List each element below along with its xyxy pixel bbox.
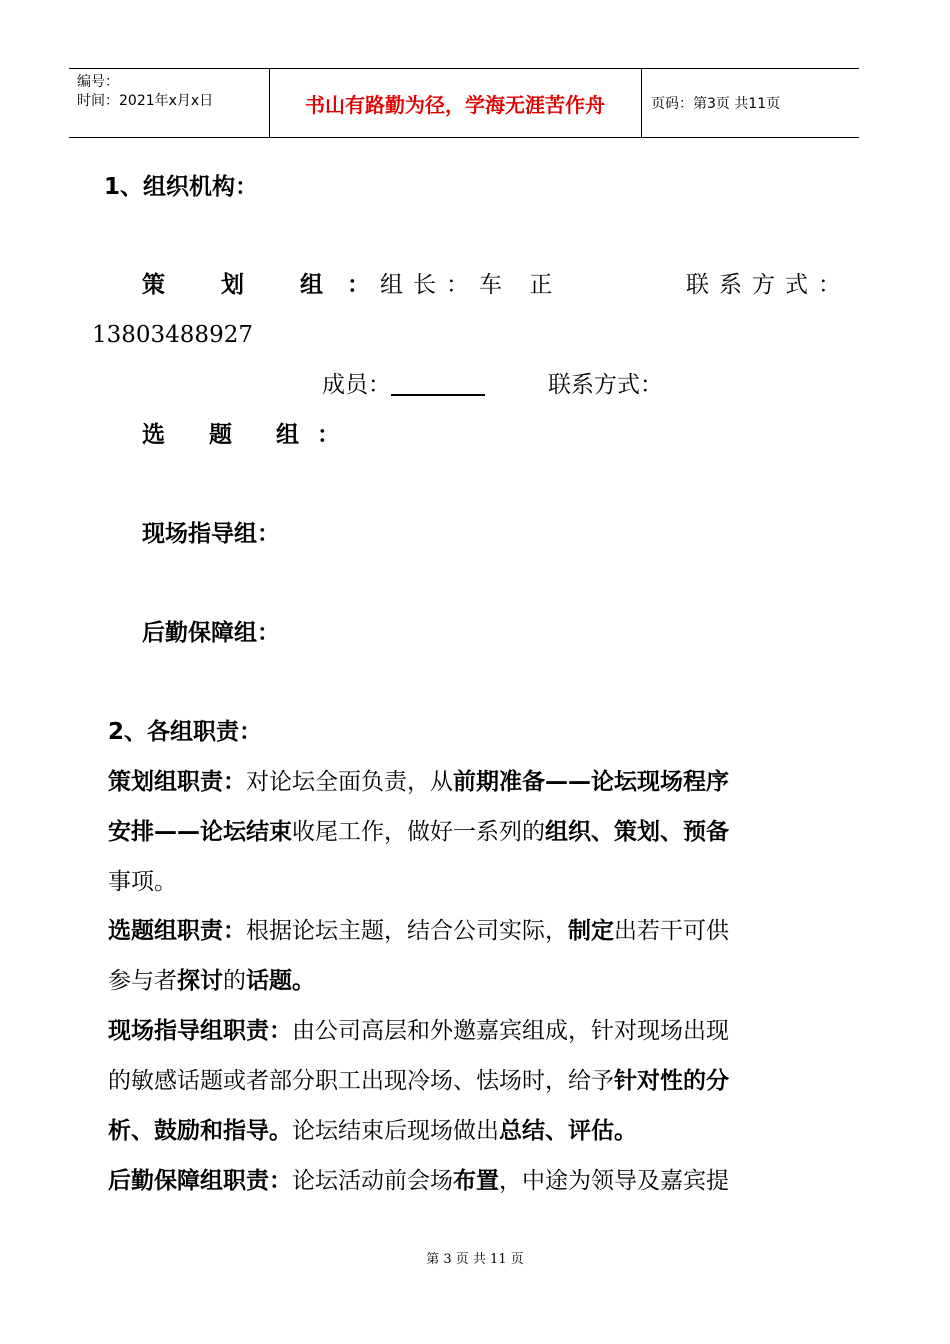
text-run: 参与者: [108, 968, 177, 994]
bold-run: 安排——论坛结束: [108, 819, 292, 845]
text-run: 对论坛全面负责，从: [246, 769, 453, 795]
planning-group-label: 策 划 组：: [142, 272, 395, 298]
member-row: [322, 370, 485, 400]
planning-phone: 13803488927: [92, 322, 253, 348]
bold-run: 总结、评估。: [499, 1118, 637, 1144]
text-run: 论坛结束后现场做出: [292, 1118, 499, 1144]
bold-run: 析、鼓励和指导。: [108, 1118, 292, 1144]
text-run: 根据论坛主题，结合公司实际，: [246, 918, 568, 944]
duty-topic-line2: [108, 966, 315, 996]
onsite-group-label: 现场指导组：: [142, 521, 280, 547]
text-run: 的敏感话题或者部分职工出现冷场、怯场时，给予: [108, 1068, 614, 1094]
bold-run: 针对性的分: [614, 1068, 729, 1094]
header-motto: 书山有路勤为径，学海无涯苦作舟: [305, 92, 605, 117]
duty-logistics-line1: [108, 1166, 729, 1196]
planning-leader: 组长：车 正: [380, 272, 563, 298]
duty-planning-line2: [108, 817, 729, 847]
text-run: 论坛活动前会场: [292, 1168, 453, 1194]
member-contact-label: 联系方式：: [548, 372, 663, 398]
section1-title: 1、组织机构：: [104, 174, 259, 200]
time-label: 时间：2021年x月x日: [77, 93, 214, 109]
number-label: 编号：: [77, 74, 119, 90]
duty-topic-line1: [108, 916, 729, 946]
planning-group-row: [142, 270, 394, 300]
text-run: 由公司高层和外邀嘉宾组成，针对现场出现: [292, 1018, 729, 1044]
duty-planning-line3: [108, 867, 177, 897]
logistics-group-label: 后勤保障组：: [142, 620, 280, 646]
section2-title: 2、各组职责：: [108, 719, 263, 745]
planning-contact-label: 联系方式：: [686, 272, 851, 298]
header-page-info: 页码：第3页 共11页: [651, 96, 781, 112]
duty-planning-label: 策划组职责：: [108, 769, 246, 795]
bold-run: 组织、策划、预备: [545, 819, 729, 845]
header-divider: [641, 69, 642, 137]
header-meta: [77, 73, 213, 111]
text-run: 的: [223, 968, 246, 994]
text-run: ，中途为领导及嘉宾提: [499, 1168, 729, 1194]
duty-onsite-line3: [108, 1116, 637, 1146]
duty-onsite-line1: [108, 1016, 729, 1046]
duty-logistics-label: 后勤保障组职责：: [108, 1168, 292, 1194]
duty-onsite-label: 现场指导组职责：: [108, 1018, 292, 1044]
bold-run: 前期准备——论坛现场程序: [453, 769, 729, 795]
duty-planning-line1: [108, 767, 729, 797]
topic-group-label: 选 题 组：: [142, 422, 359, 448]
text-run: 出若干可供: [614, 918, 729, 944]
page-footer: 第 3 页 共 11 页: [426, 1252, 524, 1267]
text-run: 收尾工作，做好一系列的: [292, 819, 545, 845]
member-label: 成员：: [322, 372, 391, 398]
page-header: [69, 68, 859, 138]
duty-topic-label: 选题组职责：: [108, 918, 246, 944]
bold-run: 探讨: [177, 968, 223, 994]
member-blank: [391, 372, 485, 396]
bold-run: 话题。: [246, 968, 315, 994]
duty-onsite-line2: [108, 1066, 729, 1096]
text-run: 事项。: [108, 869, 177, 895]
bold-run: 布置: [453, 1168, 499, 1194]
bold-run: 制定: [568, 918, 614, 944]
